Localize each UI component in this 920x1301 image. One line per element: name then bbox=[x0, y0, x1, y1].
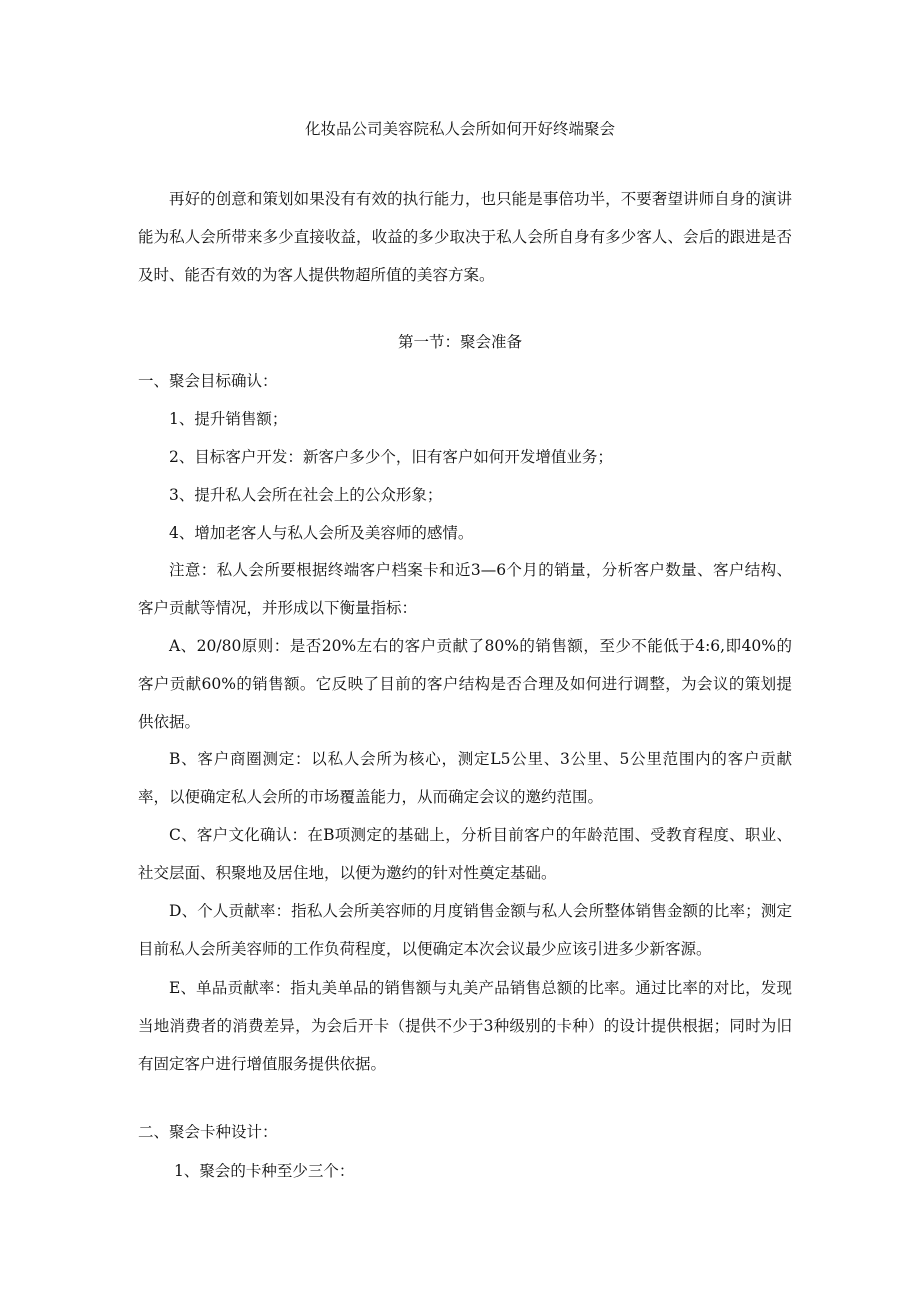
indicator-e: E、单品贡献率：指丸美单品的销售额与丸美产品销售总额的比率。通过比率的对比，发现当地消费者的消费差异，为会后开卡（提供不少于3种级别的卡种）的设计提供根据；同时为旧有固定客户进行增值服务提供依据。 bbox=[138, 979, 792, 1073]
heading-card-design: 二、聚会卡种设计： bbox=[138, 1123, 278, 1141]
goal-item: 2、目标客户开发：新客户多少个，旧有客户如何开发增值业务； bbox=[169, 448, 613, 466]
goal-item: 3、提升私人会所在社会上的公众形象； bbox=[169, 486, 443, 504]
indicator-c: C、客户文化确认：在B项测定的基础上，分析目前客户的年龄范围、受教育程度、职业、社交层面、积聚地及居住地，以便为邀约的针对性奠定基础。 bbox=[138, 826, 792, 882]
goal-item: 4、增加老客人与私人会所及美容师的感情。 bbox=[169, 524, 474, 542]
indicator-d: D、个人贡献率：指私人会所美容师的月度销售金额与私人会所整体销售金额的比率；测定目前私人会所美容师的工作负荷程度，以便确定本次会议最少应该引进多少新客源。 bbox=[138, 902, 792, 958]
goal-item: 1、提升销售额； bbox=[169, 410, 288, 428]
document-title: 化妆品公司美容院私人会所如何开好终端聚会 bbox=[304, 120, 615, 138]
section-title: 第一节：聚会准备 bbox=[397, 333, 522, 351]
card-item: 1、聚会的卡种至少三个： bbox=[174, 1162, 355, 1180]
indicator-b: B、客户商圈测定：以私人会所为核心，测定L5公里、3公里、5公里范围内的客户贡献率，以便确定私人会所的市场覆盖能力，从而确定会议的邀约范围。 bbox=[138, 750, 792, 806]
heading-goals: 一、聚会目标确认： bbox=[138, 372, 278, 390]
indicator-a: A、20/80原则：是否20%左右的客户贡献了80%的销售额，至少不能低于4:6,即40%的客户贡献60%的销售额。它反映了目前的客户结构是否合理及如何进行调整，为会议的策划提供依据。 bbox=[138, 637, 792, 731]
intro-paragraph: 再好的创意和策划如果没有有效的执行能力，也只能是事倍功半，不要奢望讲师自身的演讲能为私人会所带来多少直接收益，收益的多少取决于私人会所自身有多少客人、会后的跟进是否及时、能否有效的为客人提供物超所值的美容方案。 bbox=[138, 190, 792, 284]
note-paragraph: 注意：私人会所要根据终端客户档案卡和近3—6个月的销量，分析客户数量、客户结构、客户贡献等情况，并形成以下衡量指标： bbox=[138, 561, 792, 617]
